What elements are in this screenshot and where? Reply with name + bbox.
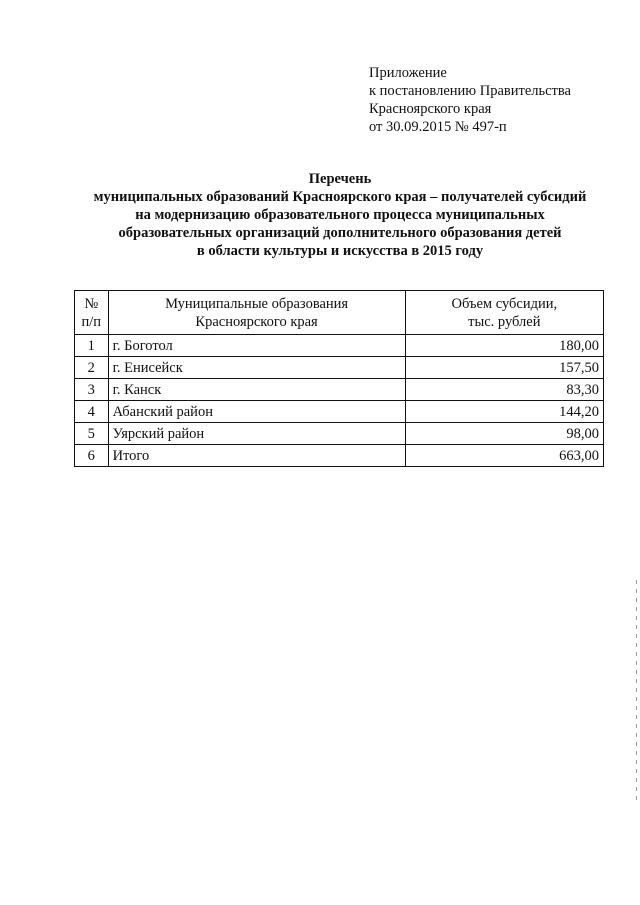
row-municipality: г. Енисейск xyxy=(108,357,405,379)
table-row xyxy=(75,379,604,401)
row-municipality: Абанский район xyxy=(108,401,405,423)
row-amount: 157,50 xyxy=(405,357,603,379)
row-num: 3 xyxy=(75,379,109,401)
row-num: 2 xyxy=(75,357,109,379)
appendix-line: к постановлению Правительства xyxy=(369,83,571,99)
row-municipality: г. Канск xyxy=(108,379,405,401)
appendix-line: Красноярского края xyxy=(369,101,492,117)
title-line: на модернизацию образовательного процесса муниципальных xyxy=(135,207,545,223)
row-num: 4 xyxy=(75,401,109,423)
title-line: Перечень xyxy=(308,171,372,187)
scan-edge-mark xyxy=(636,580,637,800)
row-amount: 83,30 xyxy=(405,379,603,401)
document-title xyxy=(60,170,620,260)
header-municipality-line1: Муниципальные образования xyxy=(165,295,349,312)
title-line: муниципальных образований Красноярского края – получателей субсидий xyxy=(93,189,587,205)
header-num-line1: № xyxy=(84,295,99,312)
appendix-block xyxy=(369,64,571,136)
table-header-row xyxy=(75,291,604,335)
header-municipality-line2: Красноярского края xyxy=(195,313,318,330)
table-total-row xyxy=(75,445,604,467)
row-num: 6 xyxy=(75,445,109,467)
header-amount-line2: тыс. рублей xyxy=(468,313,541,330)
row-amount: 98,00 xyxy=(405,423,603,445)
table-row xyxy=(75,335,604,357)
table-row xyxy=(75,357,604,379)
row-municipality: Итого xyxy=(108,445,405,467)
header-num-line2: п/п xyxy=(81,313,102,330)
title-line: в области культуры и искусства в 2015 году xyxy=(196,243,484,259)
header-num xyxy=(75,291,109,335)
row-num: 5 xyxy=(75,423,109,445)
header-municipality xyxy=(108,291,405,335)
row-num: 1 xyxy=(75,335,109,357)
header-amount xyxy=(405,291,603,335)
title-line: образовательных организаций дополнительного образования детей xyxy=(118,225,562,241)
row-municipality: Уярский район xyxy=(108,423,405,445)
table-row xyxy=(75,401,604,423)
row-amount: 144,20 xyxy=(405,401,603,423)
row-amount: 180,00 xyxy=(405,335,603,357)
appendix-line: от 30.09.2015 № 497-п xyxy=(369,119,507,135)
row-municipality: г. Боготол xyxy=(108,335,405,357)
subsidies-table xyxy=(74,290,604,467)
row-amount: 663,00 xyxy=(405,445,603,467)
table-row xyxy=(75,423,604,445)
appendix-line: Приложение xyxy=(369,65,447,81)
header-amount-line1: Объем субсидии, xyxy=(451,295,558,312)
